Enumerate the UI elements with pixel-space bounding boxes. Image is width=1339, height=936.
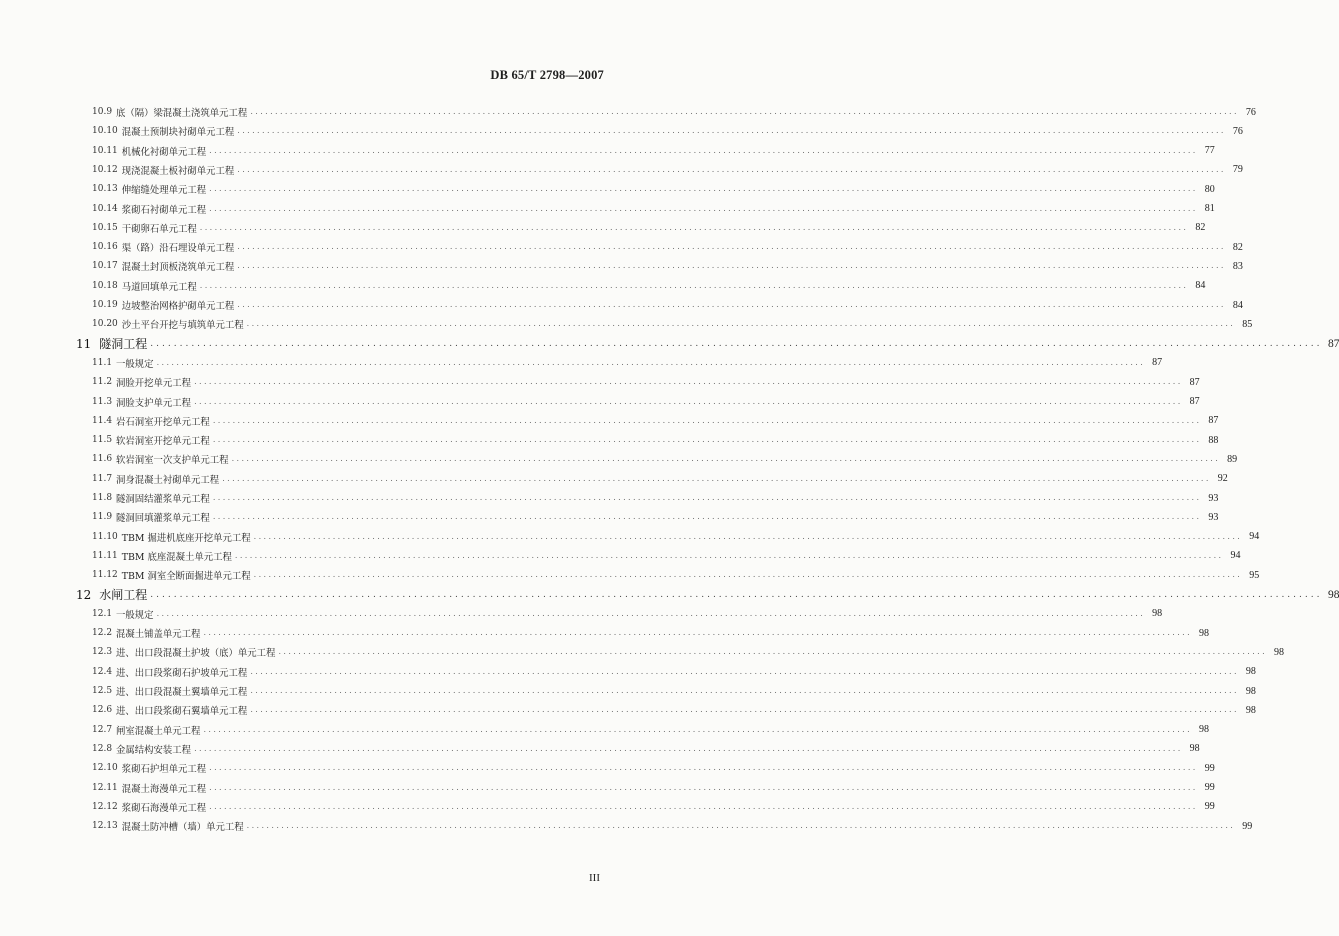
toc-entry-row[interactable] xyxy=(92,122,1243,140)
toc-section-title: 混凝土防冲槽（墙）单元工程 xyxy=(121,822,244,834)
toc-dot-leader: ........................................................................................................................................................................................................ xyxy=(246,821,1236,831)
toc-section-number: 12.5 xyxy=(92,686,113,696)
toc-entry-row[interactable] xyxy=(92,431,1219,449)
toc-page-number: 98 xyxy=(1274,646,1285,658)
toc-section-number: 12.13 xyxy=(92,821,118,832)
toc-page-number: 98 xyxy=(1199,724,1210,736)
toc-section-title: 软岩洞室开挖单元工程 xyxy=(116,436,210,448)
page-number-footer: III xyxy=(589,872,600,884)
toc-section-number: 11.2 xyxy=(92,377,113,388)
toc-page-number: 82 xyxy=(1195,222,1206,234)
toc-section-number: 10.13 xyxy=(92,184,118,195)
toc-section-number: 12.12 xyxy=(92,801,118,812)
toc-dot-leader: ........................................................................................................................................................................................................ xyxy=(250,107,1239,116)
toc-section-title: 岩石洞室开挖单元工程 xyxy=(116,416,210,428)
toc-dot-leader: ........................................................................................................................................................................................................ xyxy=(194,377,1183,387)
toc-section-number: 10.16 xyxy=(92,242,118,253)
toc-section-number: 12.7 xyxy=(92,724,113,735)
toc-section-number: 11.12 xyxy=(92,570,118,581)
toc-page-number: 87 xyxy=(1152,357,1163,369)
toc-dot-leader: ........................................................................................................................................................................................................ xyxy=(209,184,1198,194)
toc-dot-leader: ........................................................................................................................................................................................................ xyxy=(209,782,1198,792)
toc-section-number: 10.10 xyxy=(92,126,118,137)
toc-dot-leader: ........................................................................................................................................................................................................ xyxy=(203,628,1193,638)
toc-section-title: 混凝土封顶板浇筑单元工程 xyxy=(121,262,235,274)
toc-entry-row[interactable] xyxy=(92,528,1260,546)
toc-entry-row[interactable] xyxy=(92,817,1253,835)
toc-chapter-row[interactable] xyxy=(76,335,1339,353)
toc-dot-leader: ........................................................................................................................................................................................................ xyxy=(237,164,1226,174)
toc-section-title: 干砌卵石单元工程 xyxy=(121,223,197,235)
toc-page-number: 93 xyxy=(1208,492,1219,504)
toc-dot-leader: ........................................................................................................................................................................................................ xyxy=(250,666,1239,676)
toc-section-title: 机械化衬砌单元工程 xyxy=(121,146,207,158)
toc-dot-leader: ........................................................................................................................................................................................................ xyxy=(212,415,1202,425)
toc-page-number: 98 xyxy=(1245,666,1256,678)
toc-section-number: 11.6 xyxy=(92,454,113,465)
toc-page-number: 87 xyxy=(1208,415,1219,427)
toc-section-number: 10.17 xyxy=(92,261,118,272)
toc-section-title: 进、出口段浆砌石护坡单元工程 xyxy=(116,667,248,679)
toc-section-number: 11.3 xyxy=(92,396,113,407)
toc-section-number: 10.11 xyxy=(92,145,118,156)
toc-entry-row[interactable] xyxy=(92,470,1228,488)
toc-dot-leader: ........................................................................................................................................................................................................ xyxy=(209,203,1198,213)
toc-entry-row[interactable] xyxy=(92,103,1256,121)
toc-dot-leader: ........................................................................................................................................................................................................ xyxy=(209,145,1198,155)
toc-entry-row[interactable] xyxy=(92,257,1243,275)
toc-section-number: 12.4 xyxy=(92,666,113,677)
toc-entry-row[interactable] xyxy=(92,682,1256,700)
toc-section-title: 闸室混凝土单元工程 xyxy=(116,725,201,737)
toc-section-title: 浆砌石衬砌单元工程 xyxy=(121,204,207,216)
toc-page-number: 98 xyxy=(1245,685,1256,697)
toc-page-number: 85 xyxy=(1242,318,1253,330)
toc-page-number: 99 xyxy=(1204,782,1215,793)
toc-entry-row[interactable] xyxy=(92,315,1253,333)
toc-section-title: 沙土平台开挖与填筑单元工程 xyxy=(121,320,244,332)
toc-dot-leader: ........................................................................................................................................................................................................ xyxy=(237,261,1226,271)
toc-page-number: 98 xyxy=(1327,588,1339,601)
toc-page-number: 98 xyxy=(1189,743,1200,755)
toc-section-title: 浆砌石护坦单元工程 xyxy=(121,764,207,776)
toc-page-number: 95 xyxy=(1249,569,1260,581)
toc-section-title: 金属结构安装工程 xyxy=(116,744,192,756)
toc-section-title: 隧洞工程 xyxy=(99,337,148,352)
toc-entry-row[interactable] xyxy=(92,759,1215,777)
toc-section-title: 现浇混凝土板衬砌单元工程 xyxy=(121,165,235,177)
toc-page-number: 81 xyxy=(1204,203,1215,214)
toc-dot-leader: ........................................................................................................................................................................................................ xyxy=(250,705,1239,715)
toc-page-number: 82 xyxy=(1232,241,1243,253)
toc-page-number: 77 xyxy=(1204,145,1215,157)
toc-section-number: 11.5 xyxy=(92,435,113,446)
toc-section-title: 水闸工程 xyxy=(99,588,148,602)
toc-entry-row[interactable] xyxy=(92,489,1219,507)
toc-dot-leader: ........................................................................................................................................................................................................ xyxy=(253,570,1243,580)
toc-entry-row[interactable] xyxy=(92,200,1215,218)
toc-dot-leader: ........................................................................................................................................................................................................ xyxy=(156,357,1146,367)
toc-entry-row[interactable] xyxy=(92,721,1210,739)
toc-section-number: 10.15 xyxy=(92,222,118,233)
toc-chapter-row[interactable] xyxy=(76,586,1339,604)
toc-entry-row[interactable] xyxy=(92,643,1285,661)
toc-section-number: 11.4 xyxy=(92,415,113,426)
toc-dot-leader: ........................................................................................................................................................................................................ xyxy=(209,801,1198,811)
toc-dot-leader: ........................................................................................................................................................................................................ xyxy=(212,512,1202,522)
toc-section-number: 10.14 xyxy=(92,203,118,214)
toc-section-title: 隧洞固结灌浆单元工程 xyxy=(116,494,210,505)
toc-section-number: 12.10 xyxy=(92,763,118,774)
standard-code-header: DB 65/T 2798—2007 xyxy=(490,68,604,82)
toc-page-number: 84 xyxy=(1195,280,1206,292)
toc-section-title: 底（隔）梁混凝土浇筑单元工程 xyxy=(116,108,248,119)
toc-section-title: 混凝土海漫单元工程 xyxy=(121,783,207,795)
toc-dot-leader: ........................................................................................................................................................................................................ xyxy=(150,589,1323,600)
toc-page-number: 99 xyxy=(1204,801,1215,813)
toc-section-title: TBM 洞室全断面掘进单元工程 xyxy=(121,571,251,583)
toc-page-number: 92 xyxy=(1217,473,1228,485)
toc-entry-row[interactable] xyxy=(92,566,1260,584)
toc-dot-leader: ........................................................................................................................................................................................................ xyxy=(237,126,1226,136)
toc-page-number: 89 xyxy=(1227,453,1238,465)
toc-section-title: 软岩洞室一次支护单元工程 xyxy=(116,455,229,467)
toc-section-number: 10.12 xyxy=(92,164,118,175)
toc-section-title: 伸缩缝处理单元工程 xyxy=(121,185,207,197)
toc-dot-leader: ........................................................................................................................................................................................................ xyxy=(203,724,1193,734)
toc-dot-leader: ........................................................................................................................................................................................................ xyxy=(234,550,1224,560)
toc-section-number: 12 xyxy=(76,587,92,602)
toc-page-number: 99 xyxy=(1204,762,1215,774)
toc-entry-row[interactable] xyxy=(92,354,1163,372)
toc-section-number: 11 xyxy=(76,336,92,351)
toc-section-number: 10.18 xyxy=(92,280,118,291)
toc-page-number: 94 xyxy=(1249,531,1260,543)
toc-entry-row[interactable] xyxy=(92,740,1200,758)
toc-entry-row[interactable] xyxy=(92,161,1243,179)
toc-entry-row[interactable] xyxy=(92,798,1215,816)
toc-section-title: 混凝土预制块衬砌单元工程 xyxy=(121,127,235,139)
toc-page-number: 87 xyxy=(1327,337,1339,350)
toc-section-number: 10.9 xyxy=(92,107,113,117)
toc-dot-leader: ........................................................................................................................................................................................................ xyxy=(150,338,1323,349)
toc-entry-row[interactable] xyxy=(92,238,1243,256)
toc-section-title: 洞脸支护单元工程 xyxy=(116,397,192,409)
toc-page-number: 84 xyxy=(1232,299,1243,311)
toc-dot-leader: ........................................................................................................................................................................................................ xyxy=(246,319,1236,329)
toc-page-number: 76 xyxy=(1245,106,1256,118)
toc-page-number: 98 xyxy=(1245,704,1256,716)
toc-section-number: 12.6 xyxy=(92,705,113,716)
toc-page-number: 76 xyxy=(1232,125,1243,137)
toc-section-number: 11.8 xyxy=(92,493,113,503)
toc-dot-leader: ........................................................................................................................................................................................................ xyxy=(222,473,1211,483)
toc-section-number: 10.20 xyxy=(92,319,118,330)
toc-entry-row[interactable] xyxy=(92,605,1163,623)
toc-section-number: 12.8 xyxy=(92,743,113,754)
toc-page-number: 98 xyxy=(1152,608,1163,620)
toc-section-number: 11.1 xyxy=(92,357,113,368)
toc-section-title: 浆砌石海漫单元工程 xyxy=(121,802,207,814)
toc-dot-leader: ........................................................................................................................................................................................................ xyxy=(212,493,1202,502)
toc-dot-leader: ........................................................................................................................................................................................................ xyxy=(237,300,1226,309)
toc-section-title: 渠（路）沿石埋设单元工程 xyxy=(121,243,235,255)
toc-section-number: 12.3 xyxy=(92,647,113,658)
toc-dot-leader: ........................................................................................................................................................................................................ xyxy=(212,435,1202,445)
toc-dot-leader: ........................................................................................................................................................................................................ xyxy=(250,686,1239,695)
toc-section-number: 11.10 xyxy=(92,531,118,542)
toc-entry-row[interactable] xyxy=(92,412,1219,430)
toc-section-title: 隧洞回填灌浆单元工程 xyxy=(116,513,210,525)
toc-dot-leader: ........................................................................................................................................................................................................ xyxy=(231,454,1221,464)
toc-page-number: 99 xyxy=(1242,820,1253,832)
toc-section-number: 12.2 xyxy=(92,628,113,639)
toc-entry-row[interactable] xyxy=(92,180,1215,198)
toc-page-number: 87 xyxy=(1189,376,1200,388)
toc-page-number: 88 xyxy=(1208,434,1219,446)
toc-section-title: 进、出口段混凝土翼墙单元工程 xyxy=(116,687,248,698)
toc-section-title: 洞身混凝土衬砌单元工程 xyxy=(116,474,220,486)
toc-dot-leader: ........................................................................................................................................................................................................ xyxy=(209,763,1198,773)
toc-entry-row[interactable] xyxy=(92,624,1210,642)
toc-section-title: 马道回填单元工程 xyxy=(121,281,197,293)
toc-section-number: 10.19 xyxy=(92,300,118,310)
toc-page-number: 83 xyxy=(1232,260,1243,272)
toc-entry-row[interactable] xyxy=(92,508,1219,526)
toc-entry-row[interactable] xyxy=(92,450,1238,468)
toc-dot-leader: ........................................................................................................................................................................................................ xyxy=(199,222,1189,232)
toc-entry-row[interactable] xyxy=(92,373,1200,391)
toc-entry-row[interactable] xyxy=(92,547,1241,565)
toc-dot-leader: ........................................................................................................................................................................................................ xyxy=(237,242,1226,252)
toc-dot-leader: ........................................................................................................................................................................................................ xyxy=(199,280,1189,290)
toc-page-number: 98 xyxy=(1199,627,1210,639)
toc-entry-row[interactable] xyxy=(92,277,1206,295)
toc-section-title: 一般规定 xyxy=(116,609,154,621)
toc-section-title: TBM 掘进机底座开挖单元工程 xyxy=(121,532,251,544)
toc-section-title: 进、出口段浆砌石翼墙单元工程 xyxy=(116,706,248,718)
toc-section-title: 洞脸开挖单元工程 xyxy=(116,378,192,390)
toc-entry-row[interactable] xyxy=(92,142,1215,160)
toc-section-number: 12.11 xyxy=(92,782,118,793)
toc-entry-row[interactable] xyxy=(92,701,1256,719)
toc-entry-row[interactable] xyxy=(92,779,1215,797)
toc-section-title: TBM 底座混凝土单元工程 xyxy=(121,551,232,563)
toc-section-number: 12.1 xyxy=(92,608,113,619)
toc-section-number: 11.7 xyxy=(92,473,113,484)
toc-page-number: 93 xyxy=(1208,511,1219,523)
toc-section-title: 混凝土铺盖单元工程 xyxy=(116,629,201,641)
toc-dot-leader: ........................................................................................................................................................................................................ xyxy=(156,608,1146,618)
toc-page-number: 80 xyxy=(1204,183,1215,195)
toc-dot-leader: ........................................................................................................................................................................................................ xyxy=(194,743,1183,753)
toc-section-title: 边坡整治网格护砌单元工程 xyxy=(121,301,235,312)
toc-entry-row[interactable] xyxy=(92,663,1256,681)
toc-section-title: 进、出口段混凝土护坡（底）单元工程 xyxy=(116,648,276,660)
toc-dot-leader: ........................................................................................................................................................................................................ xyxy=(278,647,1268,657)
toc-page-number: 94 xyxy=(1230,550,1241,562)
toc-section-number: 11.9 xyxy=(92,512,113,523)
toc-dot-leader: ........................................................................................................................................................................................................ xyxy=(194,396,1183,406)
toc-entry-row[interactable] xyxy=(92,393,1200,411)
toc-entry-row[interactable] xyxy=(92,219,1206,237)
toc-page-number: 87 xyxy=(1189,396,1200,407)
toc-section-title: 一般规定 xyxy=(116,358,154,370)
toc-page-number: 79 xyxy=(1232,164,1243,176)
toc-section-number: 11.11 xyxy=(92,550,118,561)
toc-entry-row[interactable] xyxy=(92,296,1243,314)
toc-dot-leader: ........................................................................................................................................................................................................ xyxy=(253,531,1243,541)
